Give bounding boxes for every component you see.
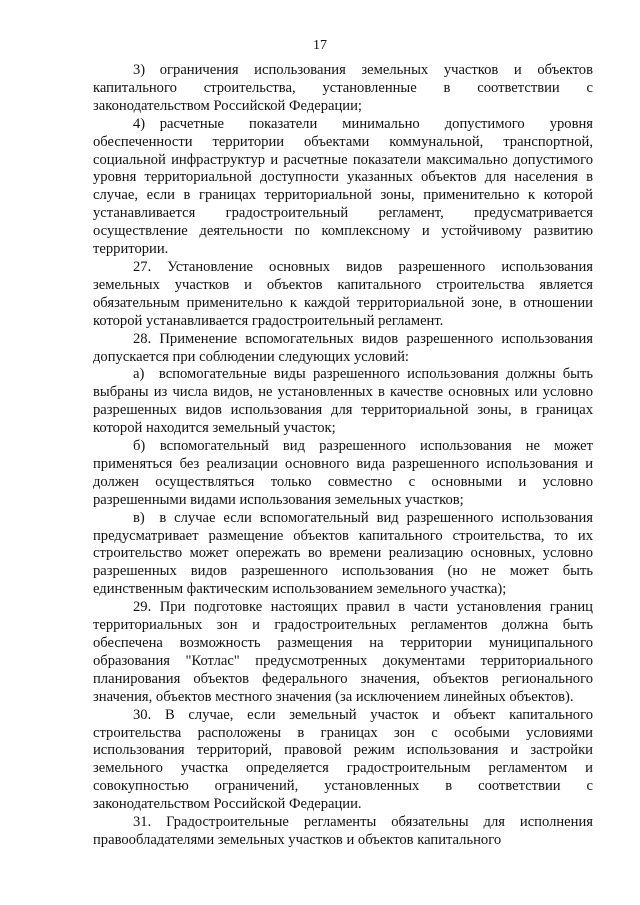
document-body <box>93 62 593 850</box>
paragraph-28-a: а) вспомогательные виды разрешенного использования должны быть выбраны из числа видов, не установленных в качестве основных или условно разрешенных видов использования для территориальной зоны, в границах которой находится земельный участок; <box>93 366 593 437</box>
paragraph-27: 27. Установление основных видов разрешенного использования земельных участков и объектов капитального строительства является обязательным применительно к каждой территориальной зоне, в отношении которой устанавливается градостроительный регламент. <box>93 258 593 329</box>
paragraph-28: 28. Применение вспомогательных видов разрешенного использования допускается при соблюдении следующих условий: <box>93 330 593 365</box>
paragraph-item-4: 4) расчетные показатели минимально допустимого уровня обеспеченности территории объектами коммунальной, транспортной, социальной инфраструктур и расчетные показатели максимально допустимого уровня территориальной доступности указанных объектов для населения в случае, если в границах территориальной зоны, применительно к которой устанавливается градостроительный регламент, предусматривается осуществление деятельности по комплексному и устойчивому развитию территории. <box>93 115 593 258</box>
paragraph-31: 31. Градостроительные регламенты обязательны для исполнения правообладателями земельных участков и объектов капитального <box>93 814 593 848</box>
paragraph-28-b: б) вспомогательный вид разрешенного использования не может применяться без реализации основного вида разрешенного использования и должен осуществляться только совместно с основными и условно разрешенными видами использования земельных участков; <box>93 438 593 508</box>
paragraph-28-v: в) в случае если вспомогательный вид разрешенного использования предусматривает размещение объектов капитального строительства, то их строительство может опережать во времени реализацию основных, условно разрешенных видов разрешенного использования (но не может быть единственным фактическим использованием земельного участка); <box>93 509 593 598</box>
paragraph-30: 30. В случае, если земельный участок и объект капитального строительства расположены в границах зон с особыми условиями использования территорий, правовой режим использования и застройки земельного участка определяется градостроительным регламентом и совокупностью ограничений, установленных в соответствии с законодательством Российской Федерации. <box>93 706 593 813</box>
paragraph-item-3: 3) ограничения использования земельных участков и объектов капитального строительства, установленные в соответствии с законодательством Российской Федерации; <box>93 62 593 114</box>
page-number: 17 <box>313 38 327 53</box>
paragraph-29: 29. При подготовке настоящих правил в части установления границ территориальных зон и градостроительных регламентов должна быть обеспечена возможность размещения на территории муниципального образования "Котлас" предусмотренных документами территориального планирования объектов федерального значения, объектов регионального значения, объектов местного значения (за исключением линейных объектов). <box>93 599 593 705</box>
